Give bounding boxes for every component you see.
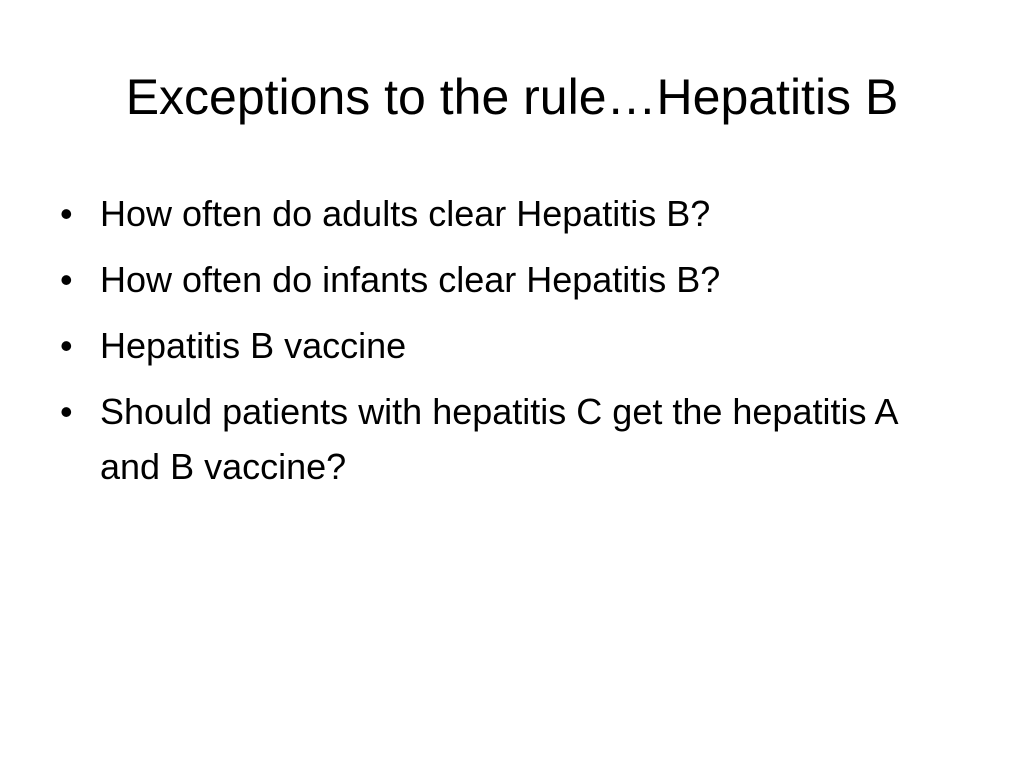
bullet-item-hepatitis-c — [60, 384, 960, 494]
bullet-text: Hepatitis B vaccine — [100, 325, 407, 366]
bullet-item-adults — [60, 186, 960, 241]
bullet-item-infants — [60, 252, 960, 307]
bullet-text: How often do adults clear Hepatitis B? — [100, 193, 711, 234]
bullet-dot-icon: • — [60, 193, 73, 234]
bullet-dot-icon: • — [60, 325, 73, 366]
slide-title: Exceptions to the rule…Hepatitis B — [125, 69, 899, 125]
bullet-list — [60, 186, 960, 505]
bullet-dot-icon: • — [60, 391, 73, 432]
bullet-text: Should patients with hepatitis C get the hepatitis A and B vaccine? — [100, 391, 897, 487]
bullet-text: How often do infants clear Hepatitis B? — [100, 259, 721, 300]
bullet-dot-icon: • — [60, 259, 73, 300]
bullet-item-vaccine — [60, 318, 960, 373]
